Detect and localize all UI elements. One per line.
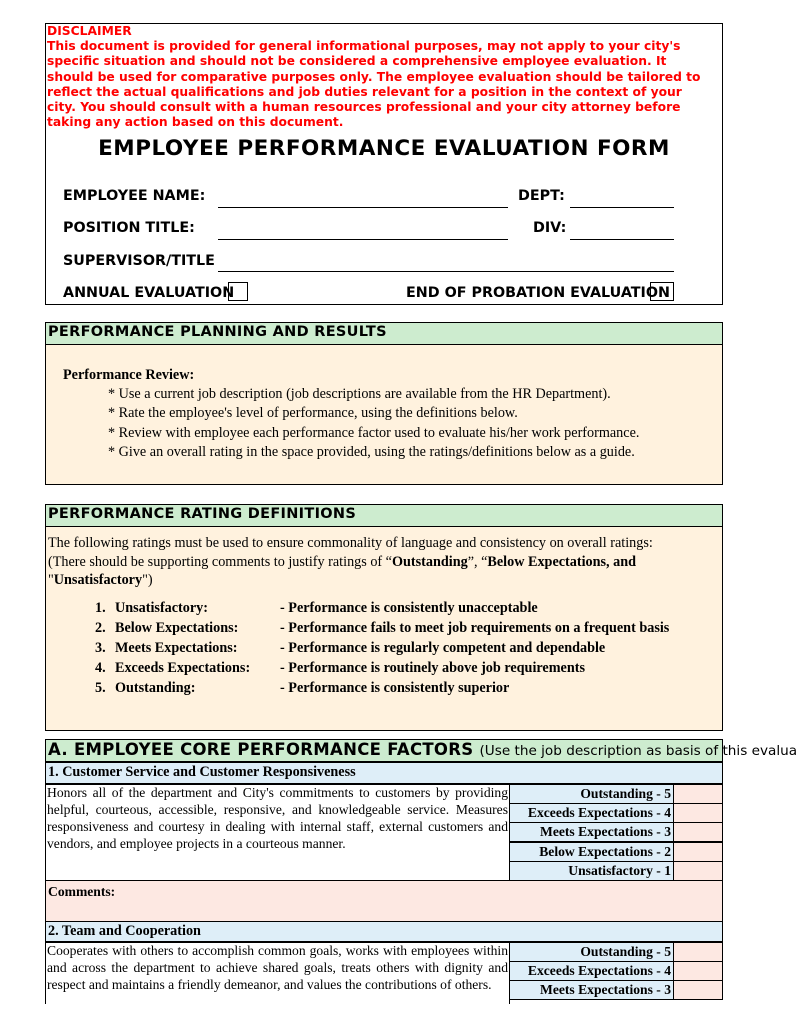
position-title-field[interactable] <box>218 239 508 240</box>
probation-evaluation-checkbox[interactable] <box>650 282 674 301</box>
disclaimer <box>47 24 721 130</box>
disclaimer-line: specific situation and should not be considered a comprehensive employee evaluation. It <box>47 54 667 69</box>
rating-definitions-table <box>95 598 669 699</box>
rating-name: Below Expectations: <box>115 619 239 636</box>
intro-text: (There should be supporting comments to justify ratings of “ <box>48 553 392 570</box>
core-factors-note: (Use the job description as basis of this evalua <box>479 743 797 759</box>
rating-desc: - Performance fails to meet job requirements on a frequent basis <box>280 619 670 636</box>
factor-description: Cooperates with others to accomplish common goals, works with employees within and across the department to achieve shared goals, treats others with dignity and respect and maintains a friendly demeanor, and values the contributions of others. <box>47 943 508 992</box>
div-field[interactable] <box>570 239 674 240</box>
supervisor-label: SUPERVISOR/TITLE <box>63 253 215 269</box>
intro-emphasis: Outstanding <box>392 553 468 570</box>
rating-name: Unsatisfactory: <box>115 599 208 616</box>
rating-num: 3. <box>95 639 106 656</box>
intro-text: ") <box>142 572 153 589</box>
disclaimer-line: taking any action based on this document. <box>47 115 344 130</box>
review-bullet: * Use a current job description (job descriptions are available from the HR Department). <box>108 386 611 402</box>
rating-name: Meets Expectations: <box>115 639 238 656</box>
annual-evaluation-checkbox[interactable] <box>228 282 248 301</box>
disclaimer-line: should be used for comparative purposes only. The employee evaluation should be tailored to <box>47 69 701 84</box>
rating-cell-meets[interactable] <box>673 980 723 1000</box>
rating-row <box>95 618 669 638</box>
rating-desc: - Performance is routinely above job requirements <box>280 660 585 677</box>
div-label: DIV: <box>533 220 567 236</box>
intro-text: ”, “ <box>467 553 488 570</box>
rating-cell-meets[interactable] <box>673 822 723 842</box>
definitions-intro-line <box>48 553 722 572</box>
supervisor-field[interactable] <box>218 271 674 272</box>
rating-name: Outstanding: <box>115 680 196 697</box>
factor-title: 1. Customer Service and Customer Responsiveness <box>45 762 723 784</box>
disclaimer-line: city. You should consult with a human resources professional and your city attorney before <box>47 100 681 115</box>
intro-text: " <box>48 572 54 589</box>
rating-row <box>95 638 669 658</box>
position-title-label: POSITION TITLE: <box>63 220 195 236</box>
rating-desc: - Performance is consistently unacceptable <box>280 599 538 616</box>
disclaimer-heading: DISCLAIMER <box>47 24 132 38</box>
scale-exceeds: Exceeds Expectations - 4 <box>509 803 674 823</box>
rating-row <box>95 679 669 699</box>
dept-field[interactable] <box>570 207 674 208</box>
rating-num: 5. <box>95 680 106 697</box>
rating-cell-exceeds[interactable] <box>673 803 723 823</box>
rating-desc: - Performance is regularly competent and dependable <box>280 639 606 656</box>
rating-cell-outstanding[interactable] <box>673 784 723 804</box>
disclaimer-line: reflect the actual qualifications and job duties relevant for a position in the context of your <box>47 84 682 99</box>
annual-evaluation-label: ANNUAL EVALUATION <box>63 285 235 301</box>
planning-section-body <box>45 345 723 485</box>
rating-row <box>95 659 669 679</box>
scale-meets: Meets Expectations - 3 <box>509 980 674 1000</box>
dept-label: DEPT: <box>518 188 565 204</box>
employee-name-field[interactable] <box>218 207 508 208</box>
form-title: EMPLOYEE PERFORMANCE EVALUATION FORM <box>98 136 670 161</box>
probation-evaluation-label: END OF PROBATION EVALUATION <box>406 285 670 301</box>
employee-name-label: EMPLOYEE NAME: <box>63 188 206 204</box>
rating-row <box>95 598 669 618</box>
rating-num: 4. <box>95 660 106 677</box>
definitions-intro <box>48 534 722 590</box>
core-factors-header <box>45 739 797 762</box>
review-bullet: * Give an overall rating in the space provided, using the ratings/definitions below as a guide. <box>108 444 635 460</box>
scale-outstanding: Outstanding - 5 <box>509 942 674 962</box>
review-bullet: * Rate the employee's level of performance, using the definitions below. <box>108 405 518 421</box>
review-bullet: * Review with employee each performance factor used to evaluate his/her work performance. <box>108 425 640 441</box>
performance-review-label: Performance Review: <box>63 367 195 383</box>
rating-desc: - Performance is consistently superior <box>280 680 510 697</box>
intro-emphasis: Below Expectations, and <box>487 553 636 570</box>
disclaimer-line: This document is provided for general informational purposes, may not apply to your city's <box>47 39 681 54</box>
rating-name: Exceeds Expectations: <box>115 660 251 677</box>
scale-outstanding: Outstanding - 5 <box>509 784 674 804</box>
planning-section-header: PERFORMANCE PLANNING AND RESULTS <box>45 322 723 345</box>
rating-num: 1. <box>95 599 106 616</box>
rating-cell-unsatisfactory[interactable] <box>673 861 723 881</box>
factor-description: Honors all of the department and City's commitments to customers by providing helpful, courteous, accessible, responsive, and knowledgeable service. Measures responsiveness and courtesy in dealing with internal staff, external customers and vendors, and employee projects in a courteous manner. <box>47 785 508 851</box>
intro-emphasis: Unsatisfactory <box>53 572 143 589</box>
scale-exceeds: Exceeds Expectations - 4 <box>509 961 674 981</box>
rating-cell-outstanding[interactable] <box>673 942 723 962</box>
factor-title: 2. Team and Cooperation <box>45 921 723 942</box>
comments-field[interactable]: Comments: <box>45 880 723 922</box>
definitions-section-body <box>45 527 723 731</box>
core-factors-title: A. EMPLOYEE CORE PERFORMANCE FACTORS <box>48 740 474 759</box>
scale-meets: Meets Expectations - 3 <box>509 822 674 842</box>
scale-below: Below Expectations - 2 <box>509 842 674 862</box>
rating-num: 2. <box>95 619 106 636</box>
definitions-intro-line: The following ratings must be used to ensure commonality of language and consistency on overall ratings: <box>48 535 653 551</box>
definitions-section-header: PERFORMANCE RATING DEFINITIONS <box>45 504 723 527</box>
rating-cell-below[interactable] <box>673 842 723 862</box>
definitions-intro-line <box>48 571 722 590</box>
scale-unsatisfactory: Unsatisfactory - 1 <box>509 861 674 881</box>
rating-cell-exceeds[interactable] <box>673 961 723 981</box>
